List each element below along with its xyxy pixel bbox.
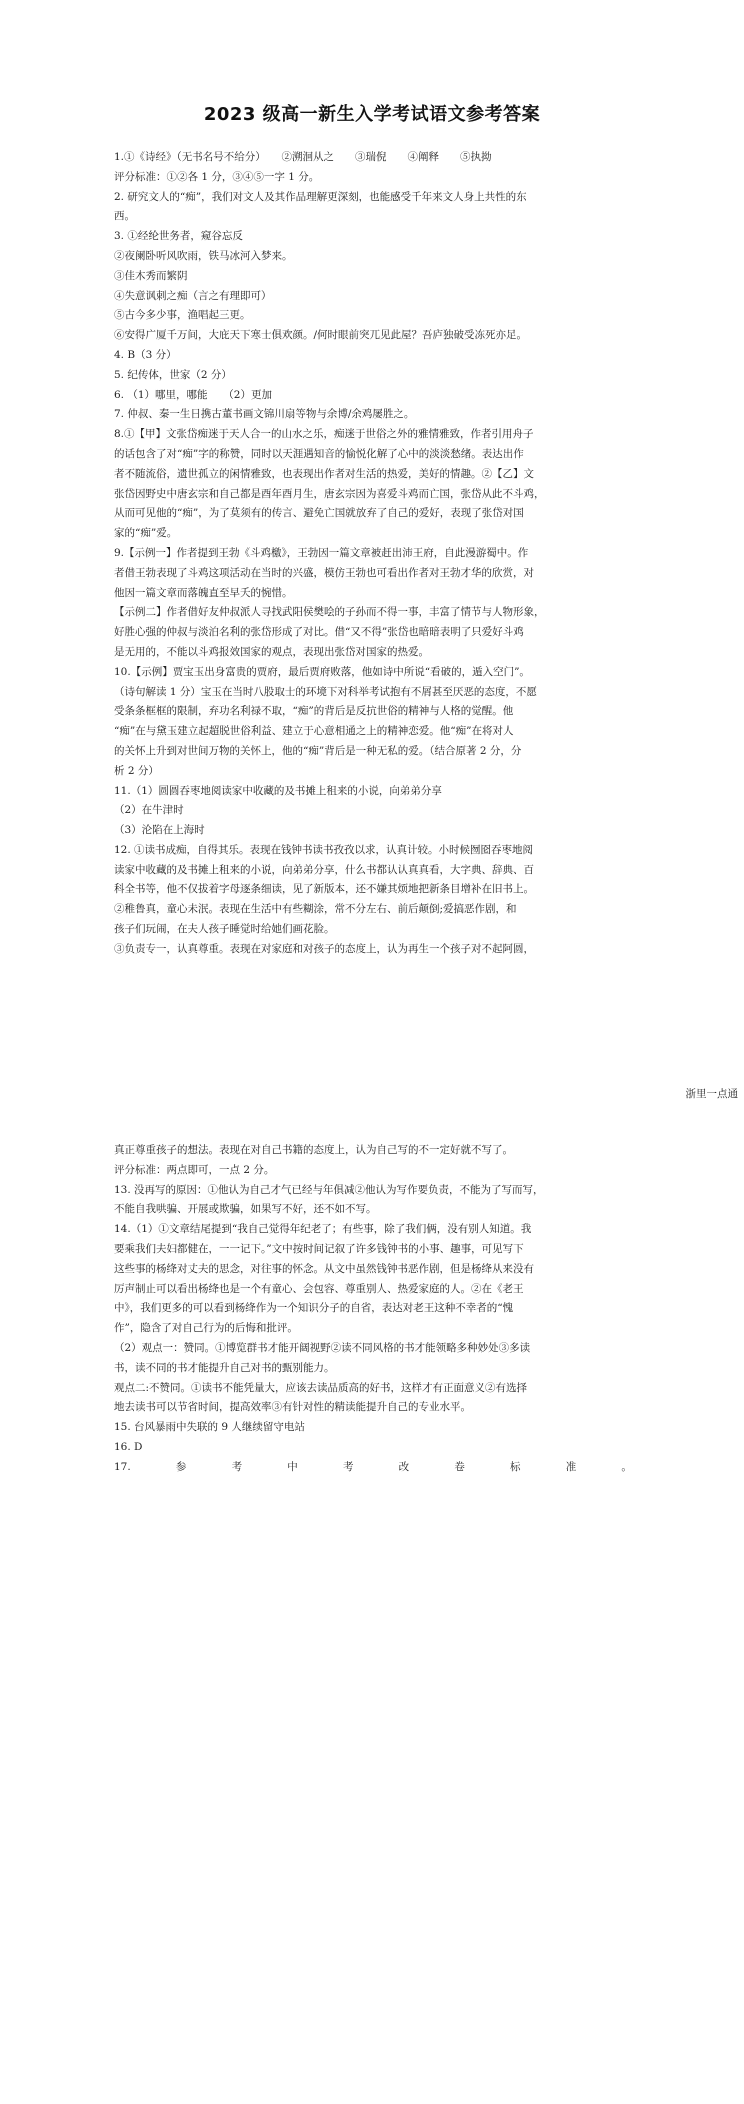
answer-line: 西。 [114, 210, 135, 223]
answer-line: 3. ①经纶世务者，窥谷忘反 [114, 230, 243, 243]
answer-line: 4. B（3 分） [114, 348, 177, 361]
answer-section-2 [114, 1141, 632, 1458]
answer-line: 12. ①读书成痴，自得其乐。表现在钱钟书读书孜孜以求，认真计较。小时候囫囵吞枣地阅 [114, 843, 534, 856]
page-title: 2023 级高一新生入学考试语文参考答案 [203, 104, 541, 125]
answer-line: 7. 仲叔、秦一生日携古董书画文锦川扇等物与余博/余鸡屡胜之。 [114, 408, 415, 421]
answer-line: 15. 台风暴雨中失联的 9 人继续留守电站 [114, 1421, 305, 1434]
side-watermark-text: 浙里一点通 [685, 1088, 738, 1100]
answer-line: 【示例二】作者借好友仲叔派人寻找武阳侯樊哙的子孙而不得一事，丰富了情节与人物形象， [114, 606, 545, 619]
answer-line: （2）在牛津时 [114, 804, 184, 817]
answer-line: 家的“痴”爱。 [114, 527, 178, 540]
answer-17-char: 准 [565, 1461, 577, 1473]
answer-line: 16. D [114, 1440, 143, 1453]
answer-17-char: 卷 [454, 1461, 465, 1473]
answer-17-char: 17. [114, 1461, 131, 1473]
answer-line: 6. （1）哪里，哪能 （2）更加 [114, 388, 272, 401]
answer-line: 14.（1）①文章结尾提到“我自己觉得年纪老了；有些事，除了我们俩，没有别人知道。我 [114, 1223, 532, 1236]
answer-line: ⑥安得广厦千万间，大庇天下寒士俱欢颜。/何时眼前突兀见此屋？吾庐独破受冻死亦足。 [114, 329, 528, 342]
answer-line: 8.①【甲】文张岱痴迷于天人合一的山水之乐，痴迷于世俗之外的雅情雅致，作者引用舟子 [114, 428, 534, 441]
answer-line: 1.①《诗经》（无书名号不给分） ②溯洄从之 ③瑞倪 ④阐释 ⑤执拗 [114, 151, 492, 163]
answer-line: 书，读不同的书才能提升自己对书的甄别能力。 [114, 1361, 335, 1374]
answer-line: ④失意讽刺之痴（言之有理即可） [114, 289, 272, 302]
answer-line: 者借王勃表现了斗鸡这项活动在当时的兴盛，模仿王勃也可看出作者对王勃才华的欣赏，对 [114, 566, 534, 579]
answer-line: 要乘我们夫妇都健在，一一记下。”文中按时间记叙了许多钱钟书的小事、趣事，可见写下 [114, 1242, 524, 1255]
answer-line: 5. 纪传体，世家（2 分） [114, 368, 232, 381]
answer-line: 真正尊重孩子的想法。表现在对自己书籍的态度上，认为自己写的不一定好就不写了。 [114, 1144, 513, 1156]
answer-line: （2）观点一：赞同。①博览群书才能开阔视野②读不同风格的书才能领略多种妙处③多读 [114, 1341, 531, 1354]
answer-line: 受条条框框的限制，弃功名利禄不取，“痴”的背后是反抗世俗的精神与人格的觉醒。他 [114, 705, 514, 718]
answer-line: 科全书等，他不仅拔着字母逐条细读，见了新版本，还不嫌其烦地把新条目增补在旧书上。 [114, 883, 534, 896]
answer-line: ②稚鲁真，童心未泯。表现在生活中有些糊涂，常不分左右、前后颠倒;爱搞恶作剧，和 [114, 903, 517, 916]
answer-line: 读家中收藏的及书摊上租来的小说，向弟弟分享，什么书都认认真真看，大字典、辞典、百 [114, 863, 534, 876]
answer-line: 好胜心强的仲叔与淡泊名利的张岱形成了对比。借“又不得”张岱也暗暗表明了只爱好斗鸡 [114, 626, 524, 639]
answer-line: ⑤古今多少事，渔唱起三更。 [114, 309, 251, 322]
answer-line: 析 2 分） [114, 764, 159, 777]
answer-line: 11.（1）圆圆吞枣地阅读家中收藏的及书摊上租来的小说，向弟弟分享 [114, 784, 442, 797]
answer-line: 是无用的，不能以斗鸡报效国家的观点，表现出张岱对国家的热爱。 [114, 645, 429, 658]
answer-17-char: 考 [231, 1461, 243, 1473]
answer-line: 的关怀上升到对世间万物的关怀上，他的“痴”背后是一种无私的爱。（结合原著 2 分，分 [114, 744, 522, 757]
answer-line: 厉声制止可以看出杨绛也是一个有童心、会包容、尊重别人、热爱家庭的人。②在《老王 [114, 1282, 524, 1295]
answer-line: 评分标准：两点即可，一点 2 分。 [114, 1163, 275, 1176]
answer-line: 中》，我们更多的可以看到杨绛作为一个知识分子的自省，表达对老王这种不幸者的“愧 [114, 1302, 514, 1315]
answer-line: （3）沦陷在上海时 [114, 824, 205, 837]
answer-line: 10.【示例】贾宝玉出身富贵的贾府，最后贾府败落，他如诗中所说“看破的，遁入空门”。 [114, 665, 530, 678]
answer-line: 2. 研究文人的“痴”，我们对文人及其作品理解更深刻，也能感受千年来文人身上共性的东 [114, 190, 527, 203]
answer-line: 不能自我哄骗、开展或欺骗，如果写不好，还不如不写。 [114, 1203, 377, 1216]
answer-line: 者不随流俗，遗世孤立的闲情雅致，也表现出作者对生活的热爱，美好的情趣。②【乙】文 [114, 467, 534, 480]
answer-17-char: 参 [175, 1461, 187, 1473]
answer-line: ②夜阑卧听风吹雨，铁马冰河入梦来。 [114, 249, 293, 262]
answer-17-char: 考 [342, 1461, 354, 1473]
answer-line: ③负责专一，认真尊重。表现在对家庭和对孩子的态度上，认为再生一个孩子对不起阿圆， [114, 942, 534, 955]
answer-line: 的话包含了对“痴”字的称赞，同时以天涯遇知音的愉悦化解了心中的淡淡愁绪。表达出作 [114, 447, 524, 460]
answer-17-char: 中 [287, 1461, 298, 1473]
answer-section-1 [114, 148, 632, 960]
answer-17 [114, 1458, 632, 1478]
answer-line: 这些事的杨绛对丈夫的思念，对往事的怀念。从文中虽然钱钟书恶作剧，但是杨绛从来没有 [114, 1262, 534, 1275]
answer-line: 他因一篇文章而落魄直至早夭的惋惜。 [114, 586, 293, 599]
answer-line: ③佳木秀而繁阴 [114, 269, 188, 282]
answer-17-char: 。 [621, 1461, 632, 1473]
answer-line: （诗句解读 1 分）宝玉在当时八股取士的环境下对科举考试抱有不屑甚至厌恶的态度，不愿 [114, 685, 537, 698]
answer-17-char: 标 [510, 1461, 521, 1473]
answer-line: 地去读书可以节省时间，提高效率③有针对性的精读能提升自己的专业水平。 [114, 1401, 471, 1414]
answer-line: 从而可见他的“痴”，为了莫须有的传言、避免亡国就放弃了自己的爱好，表现了张岱对国 [114, 507, 524, 520]
answer-line: 张岱因野史中唐玄宗和自己都是酉年酉月生，唐玄宗因为喜爱斗鸡而亡国，张岱从此不斗鸡， [114, 487, 545, 500]
answer-line: “痴”在与黛玉建立起超脱世俗利益、建立于心意相通之上的精神恋爱。他“痴”在将对人 [114, 725, 514, 738]
answer-line: 孩子们玩闹，在夫人孩子睡觉时给她们画花脸。 [114, 923, 335, 936]
answer-line: 评分标准：①②各 1 分，③④⑤一字 1 分。 [114, 170, 320, 183]
answer-line: 13. 没再写的原因：①他认为自己才气已经与年俱减②他认为写作要负责，不能为了写而写， [114, 1183, 544, 1196]
answer-line: 作”，隐含了对自己行为的后悔和批评。 [114, 1322, 298, 1335]
answer-line: 观点二:不赞同。①读书不能凭量大，应该去读品质高的好书，这样才有正面意义②有选择 [114, 1381, 528, 1394]
answer-line: 9.【示例一】作者提到王勃《斗鸡檄》，王勃因一篇文章被赶出沛王府，自此漫游蜀中。作 [114, 546, 529, 559]
answer-17-line [114, 1458, 632, 1478]
answer-17-char: 改 [398, 1461, 410, 1473]
